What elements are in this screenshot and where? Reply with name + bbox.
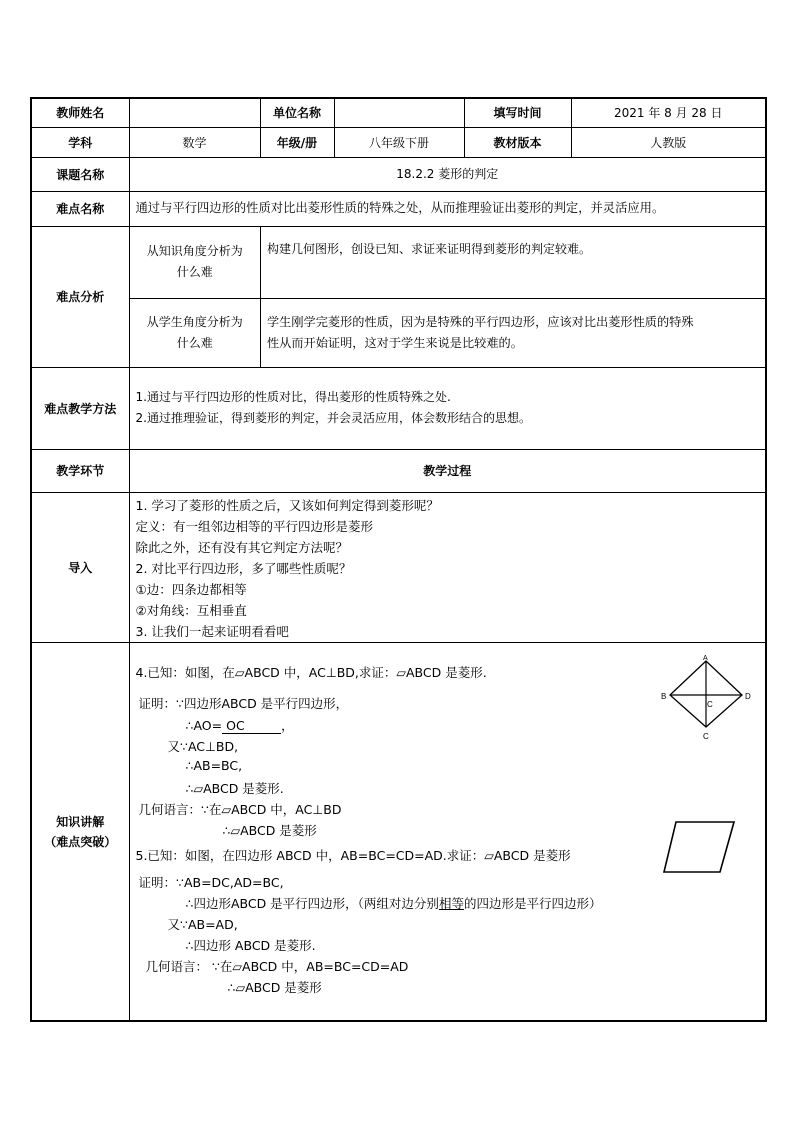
proof-5-line-4: ∴四边形 ABCD 是菱形. bbox=[185, 937, 316, 953]
proof-5-line-3: 又∵AB=AD, bbox=[167, 916, 238, 932]
proof-4-line-2-prefix: ∴AO= bbox=[185, 717, 223, 733]
intro-line-7: 3. 让我们一起来证明看看吧 bbox=[135, 623, 289, 639]
unit-value bbox=[334, 98, 464, 127]
fig-label-d: D bbox=[744, 691, 751, 701]
analysis-label: 难点分析 bbox=[31, 226, 129, 367]
method-label: 难点教学方法 bbox=[31, 367, 129, 449]
fig-label-c: C bbox=[702, 731, 709, 741]
difficulty-text: 通过与平行四边形的性质对比出菱形性质的特殊之处，从而推理验证出菱形的判定，并灵活应用。 bbox=[129, 191, 766, 226]
student-angle-label bbox=[130, 299, 261, 367]
grade-value: 八年级下册 bbox=[334, 127, 464, 157]
proof-4-line-2-suffix: ， bbox=[281, 717, 294, 733]
subject-label: 学科 bbox=[31, 127, 129, 157]
geometry-5-line-2: ∴▱ABCD 是菱形 bbox=[227, 979, 322, 995]
knowledge-angle-label-line-1: 从知识角度分析为 bbox=[146, 244, 243, 259]
lesson-row bbox=[31, 157, 766, 191]
proof-4-line-1: 证明：∵四边形ABCD 是平行四边形， bbox=[138, 695, 349, 711]
student-angle-label-line-2: 什么难 bbox=[176, 335, 213, 350]
intro-line-5: ①边：四条边都相等 bbox=[135, 581, 247, 597]
header-row-1 bbox=[31, 98, 766, 127]
geometry-5-line-1: 几何语言： ∵在▱ABCD 中，AB=BC=CD=AD bbox=[145, 958, 409, 974]
proof-5-line-1: 证明：∵AB=DC,AD=BC, bbox=[138, 874, 284, 890]
date-label: 填写时间 bbox=[464, 98, 571, 127]
question-4: 4.已知：如图，在▱ABCD 中，AC⊥BD,求证：▱ABCD 是菱形. bbox=[135, 664, 487, 680]
analysis-subtable bbox=[130, 227, 766, 367]
intro-row bbox=[31, 492, 766, 642]
lesson-label: 课题名称 bbox=[31, 157, 129, 191]
student-angle-text-line-1: 学生刚学完菱形的性质，因为是特殊的平行四边形，应该对比出菱形性质的特殊 bbox=[267, 314, 694, 329]
method-text bbox=[129, 367, 766, 449]
lesson-title: 18.2.2 菱形的判定 bbox=[129, 157, 766, 191]
knowledge-label bbox=[31, 642, 129, 1021]
difficulty-label: 难点名称 bbox=[31, 191, 129, 226]
question-5: 5.已知：如图，在四边形 ABCD 中，AB=BC=CD=AD.求证：▱ABCD 是菱形 bbox=[135, 847, 571, 863]
difficulty-row bbox=[31, 191, 766, 226]
date-value: 2021 年 8 月 28 日 bbox=[571, 98, 766, 127]
fig-label-a: A bbox=[702, 654, 708, 662]
intro-content bbox=[129, 492, 766, 642]
edition-label: 教材版本 bbox=[464, 127, 571, 157]
fig-label-center: C bbox=[706, 699, 713, 709]
intro-label: 导入 bbox=[31, 492, 129, 642]
lesson-plan-page bbox=[30, 97, 765, 1022]
process-header-row bbox=[31, 449, 766, 492]
knowledge-label-line-1: 知识讲解 bbox=[56, 814, 105, 829]
intro-line-4: 2. 对比平行四边形，多了哪些性质呢？ bbox=[135, 560, 352, 576]
proof-5-line-2 bbox=[186, 894, 602, 912]
method-line-1: 1.通过与平行四边形的性质对比，得出菱形的性质特殊之处. bbox=[135, 390, 451, 404]
lesson-plan-table bbox=[30, 97, 767, 1022]
answer-blank-oc: OC bbox=[222, 718, 281, 734]
knowledge-content bbox=[129, 642, 766, 1021]
parallelogram-figure bbox=[660, 818, 740, 878]
method-row bbox=[31, 367, 766, 449]
proof-4-line-3: 又∵AC⊥BD, bbox=[167, 738, 239, 754]
intro-line-3: 除此之外，还有没有其它判定方法呢？ bbox=[135, 539, 349, 555]
proof-4-line-4: ∴AB=BC, bbox=[185, 757, 243, 773]
analysis-row bbox=[31, 226, 766, 367]
fig-label-b: B bbox=[660, 691, 666, 701]
knowledge-angle-text: 构建几何图形，创设已知、求证来证明得到菱形的判定较难。 bbox=[261, 227, 766, 299]
intro-line-2: 定义：有一组邻边相等的平行四边形是菱形 bbox=[135, 518, 374, 534]
method-line-2: 2.通过推理验证，得到菱形的判定，并会灵活应用，体会数形结合的思想。 bbox=[135, 411, 531, 425]
subject-value: 数学 bbox=[129, 127, 260, 157]
process-label: 教学过程 bbox=[129, 449, 766, 492]
teacher-value bbox=[129, 98, 260, 127]
proof-4-line-5: ∴▱ABCD 是菱形. bbox=[185, 780, 284, 796]
geometry-4-line-1: 几何语言：∵在▱ABCD 中，AC⊥BD bbox=[138, 801, 342, 817]
student-angle-text bbox=[261, 299, 766, 367]
edition-value: 人教版 bbox=[571, 127, 766, 157]
teacher-label: 教师姓名 bbox=[31, 98, 129, 127]
header-row-2 bbox=[31, 127, 766, 157]
unit-label: 单位名称 bbox=[260, 98, 334, 127]
underlined-equal: 相等 bbox=[438, 895, 464, 911]
intro-line-1: 1. 学习了菱形的性质之后，又该如何判定得到菱形呢？ bbox=[135, 497, 439, 513]
intro-line-6: ②对角线：互相垂直 bbox=[135, 602, 247, 618]
stage-label: 教学环节 bbox=[31, 449, 129, 492]
proof-5-line-2-prefix: ∴四边形ABCD 是平行四边形，（两组对边分别 bbox=[185, 895, 439, 911]
proof-5-line-2-suffix: 的四边形是平行四边形） bbox=[463, 895, 602, 911]
rhombus-diagonals-figure bbox=[660, 653, 754, 741]
geometry-4-line-2: ∴▱ABCD 是菱形 bbox=[222, 822, 317, 838]
student-angle-label-line-1: 从学生角度分析为 bbox=[146, 314, 243, 329]
grade-label: 年级/册 bbox=[260, 127, 334, 157]
knowledge-angle-label bbox=[130, 227, 261, 299]
knowledge-angle-label-line-2: 什么难 bbox=[176, 265, 213, 280]
proof-4-line-2 bbox=[186, 716, 294, 734]
student-angle-text-line-2: 性从而开始证明，这对于学生来说是比较难的。 bbox=[267, 335, 523, 350]
knowledge-label-line-2: （难点突破） bbox=[44, 834, 117, 849]
knowledge-row bbox=[31, 642, 766, 1021]
